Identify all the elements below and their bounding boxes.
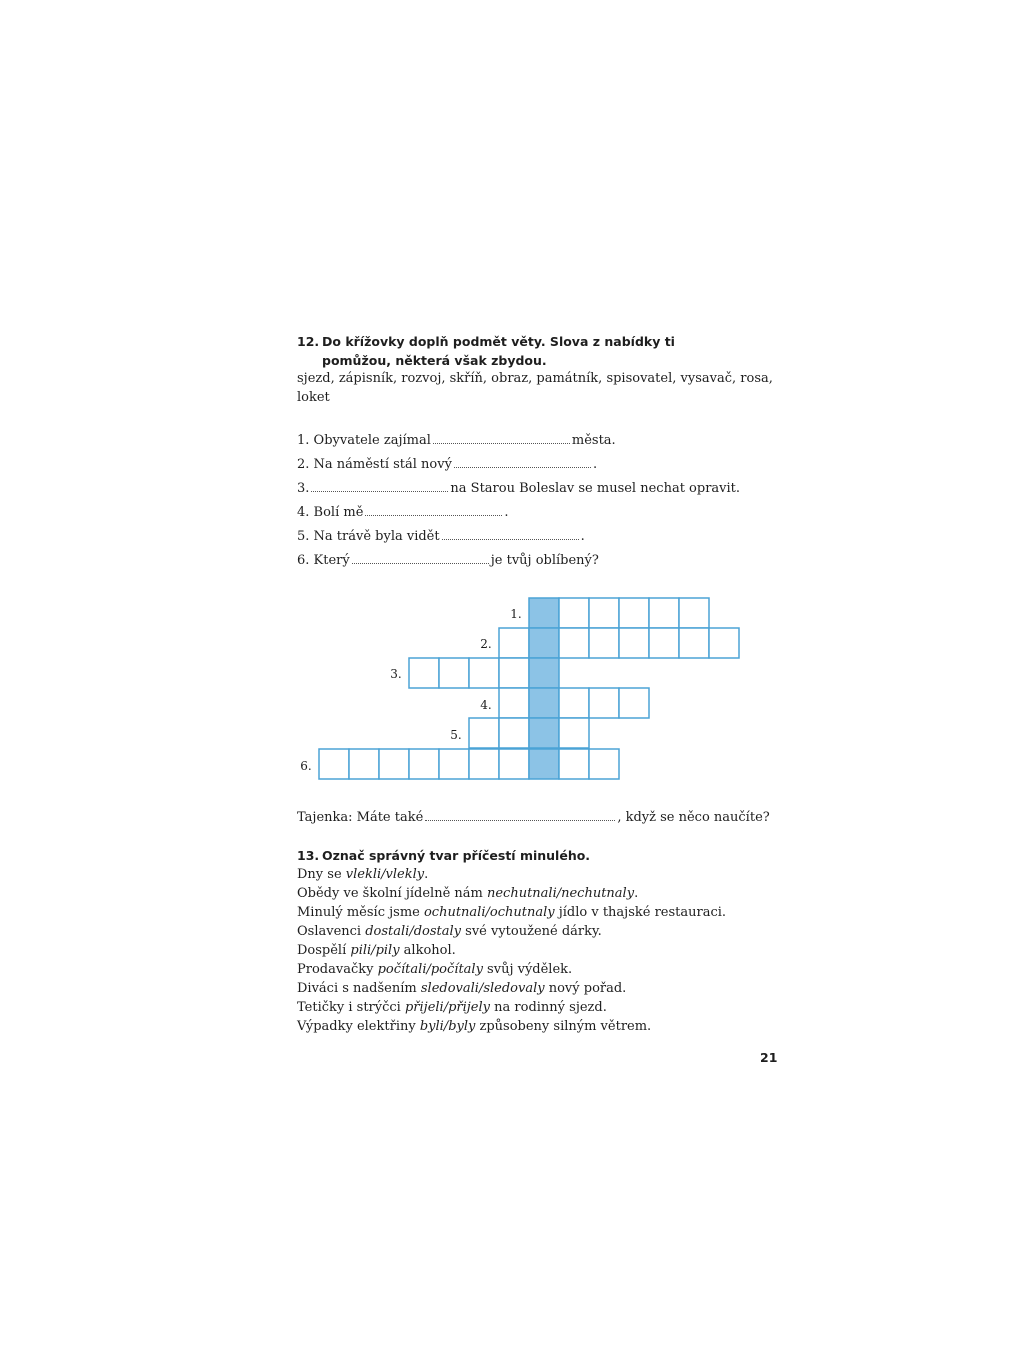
- exercise-13-instruction: Označ správný tvar příčestí minulého.: [322, 848, 591, 863]
- crossword-cell[interactable]: [499, 688, 529, 718]
- crossword-row-6-label: 6.: [300, 759, 312, 773]
- tajenka-blank[interactable]: [425, 808, 615, 821]
- sentence-4-blank[interactable]: [365, 503, 502, 516]
- crossword-cell[interactable]: [499, 628, 529, 658]
- sentence-1-before: 1. Obyvatele zajímal: [297, 433, 431, 448]
- crossword-cell[interactable]: [559, 718, 589, 748]
- crossword-cell[interactable]: [679, 598, 709, 628]
- crossword-cell[interactable]: [709, 628, 739, 658]
- ex13-line-6-after: svůj výdělek.: [482, 962, 573, 977]
- exercise-12-instruction: Do křížovky doplň podmět věty. Slova z nabídky ti pomůžou, některá však zbydou.: [322, 334, 675, 368]
- ex13-line-5-choice[interactable]: pili/pily: [350, 943, 400, 958]
- ex13-line-2-before: Obědy ve školní jídelně nám: [297, 886, 487, 901]
- crossword-cell[interactable]: [559, 598, 589, 628]
- ex13-line-3-choice[interactable]: ochutnali/ochutnaly: [423, 905, 555, 920]
- exercise-12-heading: [297, 332, 737, 370]
- crossword-cell[interactable]: [529, 688, 559, 718]
- ex13-line-7: [297, 979, 626, 998]
- crossword-cell[interactable]: [469, 718, 499, 748]
- crossword-cell[interactable]: [409, 658, 439, 688]
- exercise-13-number: 13.: [297, 848, 320, 863]
- sentence-6-before: 6. Který: [297, 553, 350, 568]
- ex13-line-3: [297, 903, 726, 922]
- ex13-line-3-before: Minulý měsíc jsme: [297, 905, 424, 920]
- crossword-cell[interactable]: [619, 598, 649, 628]
- ex13-line-8-choice[interactable]: přijeli/přijely: [404, 1000, 491, 1015]
- ex13-line-9: [297, 1017, 651, 1036]
- crossword-cell[interactable]: [619, 688, 649, 718]
- ex13-line-2-after: .: [634, 886, 639, 901]
- crossword-row-6: [300, 749, 619, 779]
- crossword-cell[interactable]: [649, 598, 679, 628]
- tajenka-before: Tajenka: Máte také: [297, 810, 424, 825]
- sentence-1-blank[interactable]: [433, 431, 570, 444]
- ex13-line-5-before: Dospělí: [297, 943, 351, 958]
- ex13-line-4-before: Oslavenci: [297, 924, 366, 939]
- ex13-line-1-before: Dny se: [297, 867, 346, 882]
- ex13-line-8-after: na rodinný sjezd.: [490, 1000, 607, 1015]
- sentence-3-blank[interactable]: [311, 479, 448, 492]
- crossword-cell[interactable]: [409, 749, 439, 779]
- crossword-row-5-label: 5.: [450, 728, 462, 742]
- crossword-cell[interactable]: [349, 749, 379, 779]
- crossword-row-1: [510, 598, 709, 628]
- sentence-6-blank[interactable]: [352, 551, 489, 564]
- ex13-line-8-before: Tetičky i strýčci: [297, 1000, 405, 1015]
- sentence-5-after: .: [580, 529, 585, 544]
- crossword-cell[interactable]: [529, 598, 559, 628]
- ex13-line-1: [297, 865, 428, 884]
- crossword-cell[interactable]: [559, 749, 589, 779]
- ex13-line-1-after: .: [424, 867, 429, 882]
- ex13-line-9-before: Výpadky elektřiny: [297, 1019, 420, 1034]
- sentence-6-after: je tvůj oblíbený?: [490, 553, 599, 568]
- exercise-12-number: 12.: [297, 334, 320, 349]
- ex13-line-4-choice[interactable]: dostali/dostaly: [365, 924, 462, 939]
- sentence-3: [297, 479, 740, 498]
- crossword-cell[interactable]: [469, 658, 499, 688]
- crossword-cell[interactable]: [439, 658, 469, 688]
- crossword-cell[interactable]: [529, 718, 559, 748]
- ex13-line-5-after: alkohol.: [399, 943, 456, 958]
- crossword-cell[interactable]: [439, 749, 469, 779]
- crossword-cell[interactable]: [589, 688, 619, 718]
- crossword-cell[interactable]: [469, 749, 499, 779]
- crossword-cell[interactable]: [589, 598, 619, 628]
- ex13-line-7-before: Diváci s nadšením: [297, 981, 421, 996]
- crossword-grid: [290, 590, 750, 790]
- ex13-line-3-after: jídlo v thajské restauraci.: [554, 905, 727, 920]
- sentence-5-before: 5. Na trávě byla vidět: [297, 529, 440, 544]
- crossword-cell[interactable]: [619, 628, 649, 658]
- crossword-row-5: [450, 718, 589, 748]
- crossword-row-3: [390, 658, 559, 688]
- ex13-line-9-choice[interactable]: byli/byly: [419, 1019, 476, 1034]
- sentence-4-before: 4. Bolí mě: [297, 505, 364, 520]
- ex13-line-6-before: Prodavačky: [297, 962, 378, 977]
- sentence-1-after: města.: [571, 433, 616, 448]
- crossword-cell[interactable]: [559, 628, 589, 658]
- sentence-2-after: .: [592, 457, 598, 472]
- sentence-2-blank[interactable]: [454, 455, 591, 468]
- crossword-row-2: [480, 628, 739, 658]
- crossword-row-1-label: 1.: [510, 607, 522, 621]
- crossword-cell[interactable]: [319, 749, 349, 779]
- ex13-line-9-after: způsobeny silným větrem.: [475, 1019, 652, 1034]
- sentence-4: [297, 503, 509, 522]
- ex13-line-2-choice[interactable]: nechutnali/nechutnaly: [486, 886, 635, 901]
- ex13-line-4: [297, 922, 602, 941]
- crossword-row-4: [480, 688, 649, 718]
- word-bank-line-2: loket: [297, 390, 330, 405]
- ex13-line-8: [297, 998, 607, 1017]
- page-number: 21: [760, 1050, 778, 1065]
- crossword-row-3-label: 3.: [390, 667, 402, 681]
- crossword-cell[interactable]: [679, 628, 709, 658]
- ex13-line-1-choice[interactable]: vlekli/vlekly: [345, 867, 425, 882]
- crossword-cell[interactable]: [649, 628, 679, 658]
- sentence-2: [297, 455, 597, 474]
- sentence-3-before: 3.: [297, 481, 310, 496]
- ex13-line-7-choice[interactable]: sledovali/sledovaly: [420, 981, 545, 996]
- sentence-5: [297, 527, 585, 546]
- crossword-cell[interactable]: [559, 688, 589, 718]
- crossword-row-2-label: 2.: [480, 637, 492, 651]
- ex13-line-6: [297, 960, 572, 979]
- sentence-3-after: na Starou Boleslav se musel nechat opravit.: [450, 481, 741, 496]
- crossword-cell[interactable]: [499, 658, 529, 688]
- ex13-line-6-choice[interactable]: počítali/počítaly: [377, 962, 483, 977]
- exercise-13-heading: [297, 846, 737, 865]
- sentence-1: [297, 431, 616, 450]
- tajenka-after: , když se něco naučíte?: [617, 810, 770, 825]
- crossword-cell[interactable]: [529, 749, 559, 779]
- crossword-row-4-label: 4.: [480, 698, 492, 712]
- tajenka-line: [297, 808, 770, 827]
- crossword-cell[interactable]: [529, 658, 559, 688]
- crossword-cell[interactable]: [529, 628, 559, 658]
- ex13-line-4-after: své vytoužené dárky.: [461, 924, 602, 939]
- ex13-line-7-after: nový pořad.: [544, 981, 627, 996]
- word-bank-line-1: sjezd, zápisník, rozvoj, skříň, obraz, památník, spisovatel, vysavač, rosa,: [297, 371, 773, 386]
- sentence-4-after: .: [504, 505, 509, 520]
- sentence-6: [297, 551, 599, 570]
- sentence-5-blank[interactable]: [442, 527, 579, 540]
- crossword-cell[interactable]: [379, 749, 409, 779]
- ex13-line-5: [297, 941, 456, 960]
- crossword-cell[interactable]: [589, 749, 619, 779]
- crossword-cell[interactable]: [499, 749, 529, 779]
- ex13-line-2: [297, 884, 638, 903]
- crossword-cell[interactable]: [499, 718, 529, 748]
- sentence-2-before: 2. Na náměstí stál nový: [297, 457, 452, 472]
- crossword-cell[interactable]: [589, 628, 619, 658]
